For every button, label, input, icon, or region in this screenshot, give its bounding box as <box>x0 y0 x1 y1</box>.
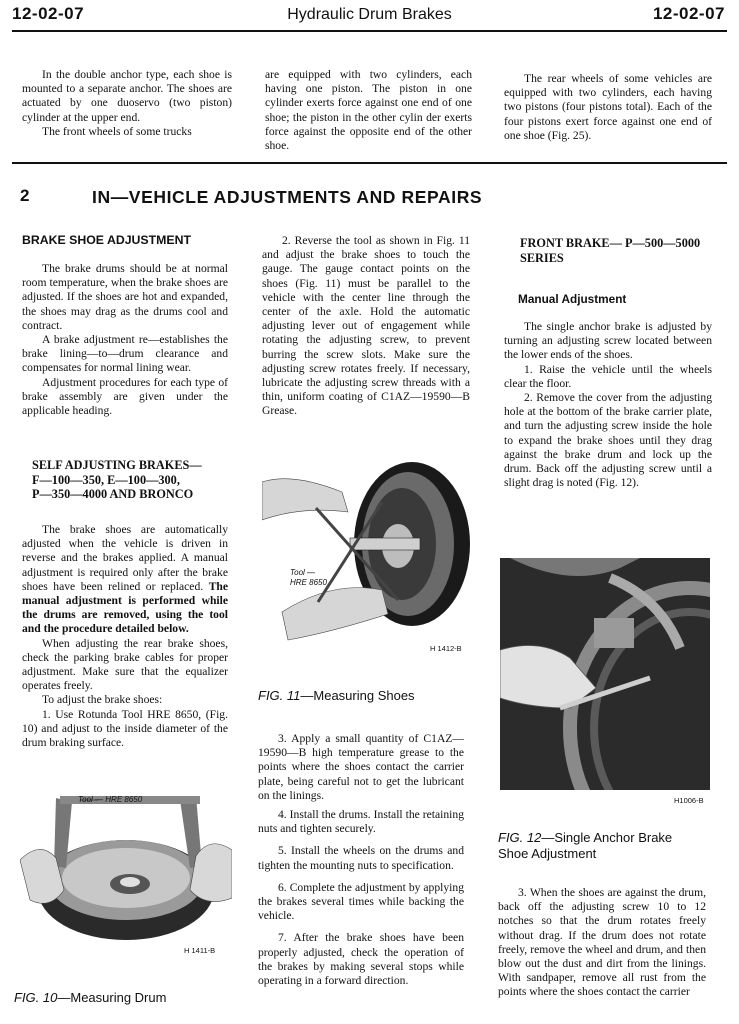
fig-10-caption <box>14 990 166 1005</box>
heading-line: FRONT BRAKE— P—500—5000 <box>520 236 701 250</box>
paragraph: To adjust the brake shoes: <box>42 693 163 707</box>
step: 5. Install the wheels on the drums and tighten the mounting nuts to specification. <box>258 844 464 872</box>
fig-10-photo <box>20 780 232 962</box>
paragraph: Adjustment procedures for each type of brake assembly are given under the applicable heading. <box>22 375 228 418</box>
intro-paragraph: The front wheels of some trucks <box>42 124 192 138</box>
paragraph: The brake drums should be at normal room temperature, when the brake shoes are adjusted. If the shoes are hot and expanded, the shoes may drag as the drums cool and contract. <box>22 262 228 332</box>
step: 7. After the brake shoes have been properly adjusted, check the operation of the brakes by making several stops while operating in a forward direction. <box>258 931 464 988</box>
heading-line: SERIES <box>520 250 564 265</box>
tool-label-line: Tool — <box>290 568 316 577</box>
intro-col-3 <box>504 72 712 143</box>
section-number: 2 <box>20 186 30 205</box>
intro-paragraph: In the double anchor type, each shoe is mounted to a separate anchor. The shoes are actuated by one duoservo (two piston) cylinder at the upper end. <box>22 68 232 124</box>
paragraph: A brake adjustment re—establishes the brake lining—to—drum clearance and compensates for normal lining wear. <box>22 333 228 375</box>
paragraph: The single anchor brake is adjusted by turning an adjusting screw located between the lower ends of the shoes. <box>504 320 712 362</box>
shoe-measure-illustration <box>262 462 472 648</box>
section-title: IN—VEHICLE ADJUSTMENTS AND REPAIRS <box>92 187 483 207</box>
fig-12-photo <box>500 558 710 790</box>
page-title: Hydraulic Drum Brakes <box>287 6 452 23</box>
intro-paragraph: are equipped with two cylinders, each having one piston. The piston in one cylinder exerts force against one end of one shoe; the piston in the other cylin der exerts force against the opposite end of the other shoe. <box>265 68 472 153</box>
caption-number: FIG. 12 <box>498 830 542 845</box>
heading-line: P—350—4000 AND BRONCO <box>32 487 194 501</box>
caption-number: FIG. 10 <box>14 990 58 1005</box>
page-number-right: 12-02-07 <box>652 4 725 23</box>
step: 1. Raise the vehicle until the wheels clear the floor. <box>504 362 712 390</box>
fig-11-caption <box>258 688 415 703</box>
step: 6. Complete the adjustment by applying the brakes several times while backing the vehicle. <box>258 880 464 923</box>
step: 1. Use Rotunda Tool HRE 8650, (Fig. 10) and adjust to the inside diameter of the drum braking surface. <box>22 707 228 750</box>
caption-number: FIG. 11 <box>258 688 301 703</box>
heading-line: SELF ADJUSTING BRAKES— <box>32 458 202 472</box>
middle-column-text <box>262 234 470 419</box>
right-column-text <box>504 320 712 490</box>
brake-shoe-adjustment-heading: BRAKE SHOE ADJUSTMENT <box>22 233 191 247</box>
intro-col-2 <box>265 68 472 153</box>
tool-label-line: HRE 8650 <box>290 578 327 587</box>
caption-text: —Single Anchor Brake <box>541 830 673 845</box>
step: 3. When the shoes are against the drum, back off the adjusting screw 10 to 12 notches so that the drum rotates freely without drag. If the drum does not rotate freely, remove the wheel and drum, and then blow out the dust and dirt from the linings. With sandpaper, remove all rust from the points where the shoes contact the carrier <box>498 886 706 999</box>
caption-text: —Measuring Shoes <box>300 688 415 703</box>
caption-text: —Measuring Drum <box>57 990 167 1005</box>
page-number-left: 12-02-07 <box>12 4 85 23</box>
manual-adjustment-heading: Manual Adjustment <box>518 292 627 306</box>
intro-col-1 <box>22 68 232 139</box>
step: 4. Install the drums. Install the retaining nuts and tighten securely. <box>258 808 464 836</box>
paragraph: When adjusting the rear brake shoes, check the parking brake cables for proper adjustment. Make sure that the equalizer operates freely. <box>22 636 228 693</box>
left-column-text <box>22 262 228 418</box>
single-anchor-illustration <box>500 558 710 790</box>
fig-12-caption <box>498 830 672 862</box>
heading-line: F—100—350, E—100—300, <box>32 472 180 487</box>
caption-text: Shoe Adjustment <box>498 846 597 861</box>
front-brake-heading <box>520 236 700 265</box>
self-adjusting-heading <box>32 458 202 502</box>
step: 3. Apply a small quantity of C1AZ—19590—B high temperature grease to the points where the shoes contact the carrier plate, being careful not to get the lubricant on the linings. <box>258 732 464 802</box>
fig-11-photo <box>262 462 472 648</box>
emphasis-text: The manual adjustment is performed while the drums are removed, using the tool and the procedure detailed below. <box>22 579 229 636</box>
paragraph: The brake shoes are automatically adjusted when the vehicle is driven in reverse and the brakes applied. A manual adjustment is required only after the brake shoes have been relined or replaced. <box>22 523 228 593</box>
right-column-text-2 <box>498 886 706 1000</box>
middle-column-steps <box>258 732 464 988</box>
figure-tag: H1006-B <box>674 796 704 805</box>
step: 2. Reverse the tool as shown in Fig. 11 and adjust the brake shoes to touch the gauge. The gauge contact points on the shoes (Fig. 11) must be parallel to the vehicle with the center line through the center of the axle. Hold the automatic adjusting lever out of engagement while rotating the adjusting screw, to prevent burring the screw slots. Make sure the adjusting screw rotates freely. If necessary, lubricate the adjusting screw threads with a thin, uniform coating of C1AZ—19590—B Grease. <box>262 234 470 418</box>
drum-measure-illustration <box>20 780 232 962</box>
figure-tag: H 1411-B <box>184 946 216 955</box>
intro-paragraph: The rear wheels of some vehicles are equipped with two cylinders, each having two pistons (four pistons total). Each of the four pistons exert force against one end of one shoe (Fig. 25). <box>504 72 712 142</box>
tool-label: Tool — HRE 8650 <box>78 795 143 804</box>
tool-label <box>290 568 327 588</box>
intro-rule <box>12 162 727 164</box>
left-column-text-2 <box>22 523 228 750</box>
figure-tag: H 1412-B <box>430 644 462 653</box>
step: 2. Remove the cover from the adjusting hole at the bottom of the brake carrier plate, and turn the adjusting screw inside the hole to expand the brake shoes until they drag against the brake drum and lock up the drum. Back off the adjusting screw until a slight drag is noted (Fig. 12). <box>504 391 712 490</box>
header-rule <box>12 30 727 32</box>
